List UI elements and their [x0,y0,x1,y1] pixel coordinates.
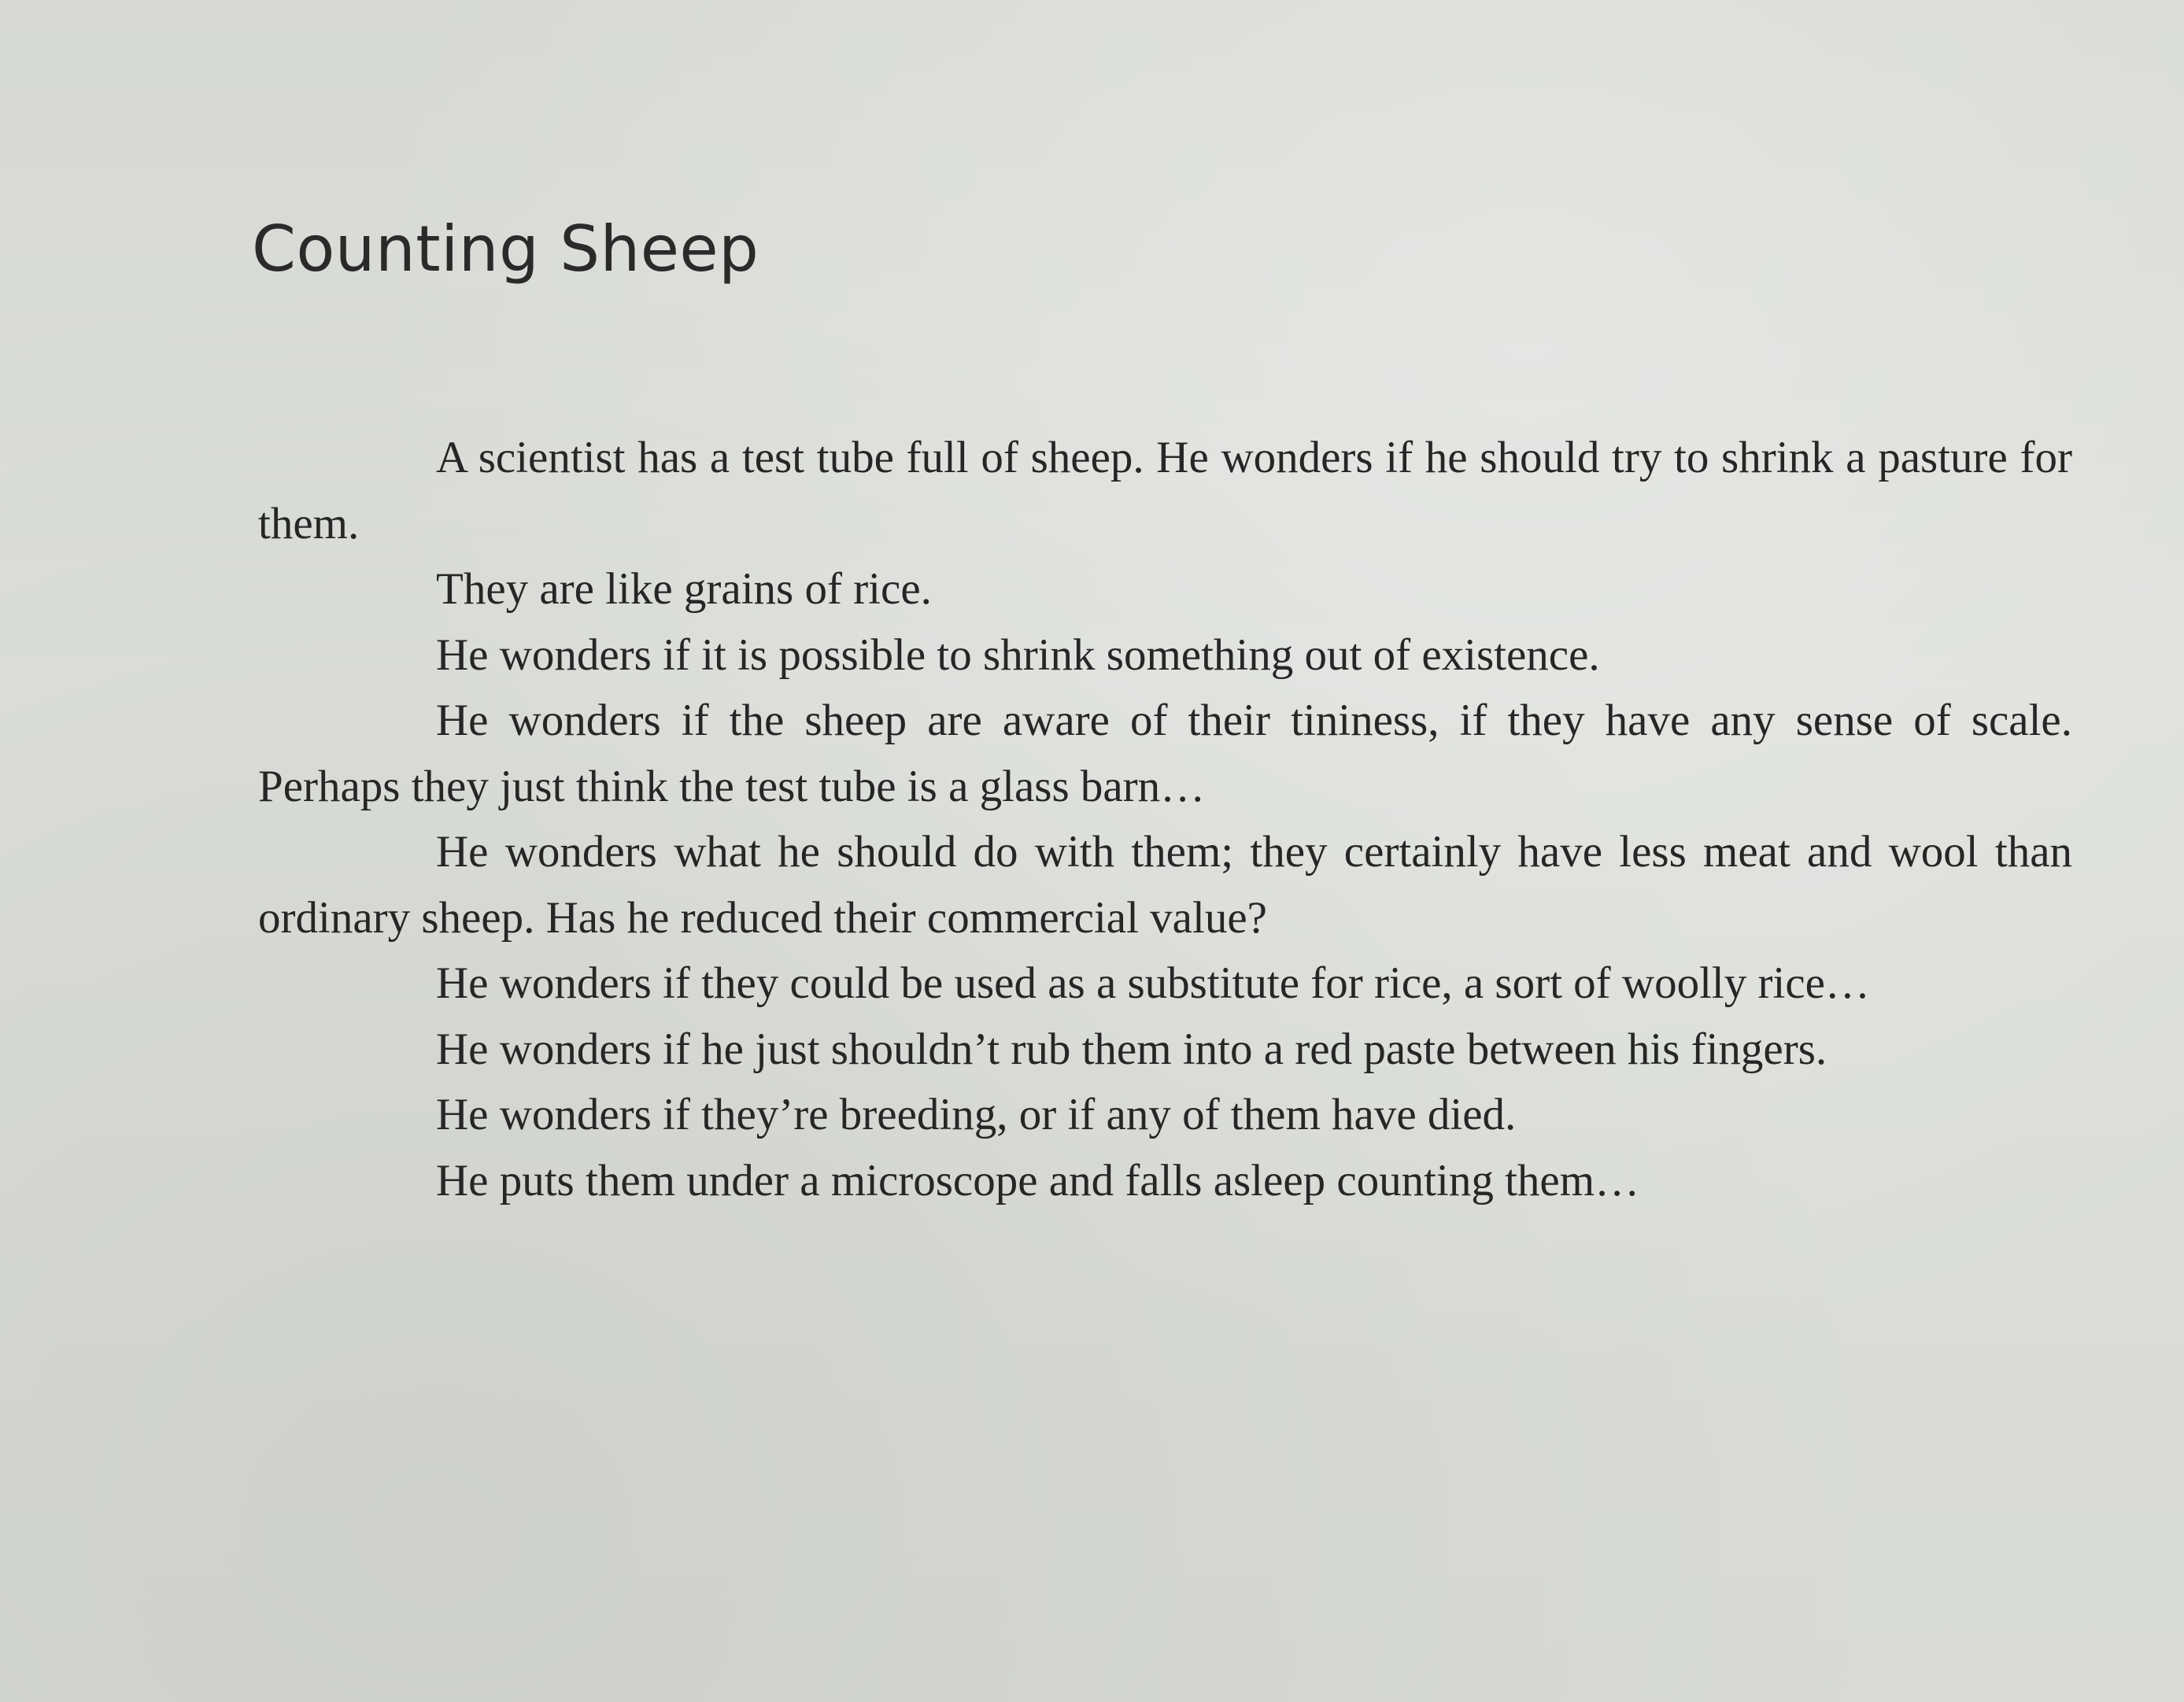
paragraph: He puts them under a microscope and falls asleep counting them… [436,1155,1640,1205]
paragraph: They are like grains of rice. [436,564,932,614]
paragraph: He wonders if they’re breeding, or if any of them have died. [436,1090,1517,1139]
paragraph: He wonders what he should do with them; they certainly have less meat and wool than ordinary sheep. Has he reduced their commercial value? [258,827,2072,943]
paragraph: He wonders if he just shouldn’t rub them into a red paste between his fingers. [436,1024,1827,1074]
paragraph: A scientist has a test tube full of sheep. He wonders if he should try to shrink a pasture for them. [258,433,2072,548]
paragraph: He wonders if it is possible to shrink something out of existence. [436,629,1600,680]
paragraph: He wonders if the sheep are aware of their tininess, if they have any sense of scale. Perhaps they just think the test tube is a glass barn… [258,696,2072,811]
story-body [258,425,2072,1213]
paragraph: He wonders if they could be used as a substitute for rice, a sort of woolly rice… [436,958,1870,1008]
page-title: Counting Sheep [252,212,759,286]
